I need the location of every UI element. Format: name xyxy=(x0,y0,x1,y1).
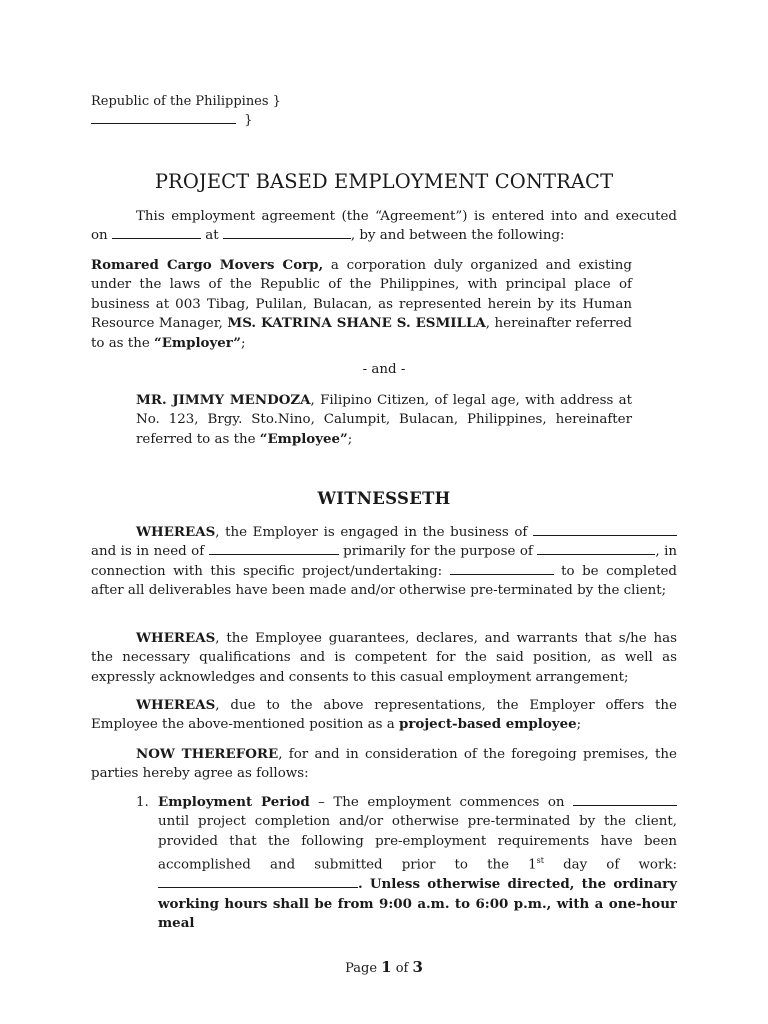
employer-paragraph: Romared Cargo Movers Corp, a corporation duly organized and existing under the laws of the Republic of the Philippines, with principal place of business at 003 Tibag, Pulilan, Bulacan, as represented herein by its Human Resource Manager, MS. KATRINA SHANE S. ESMILLA, hereinafter referred to as the “Employer”; xyxy=(91,257,633,351)
venue-block xyxy=(91,92,281,130)
employer-designation: “Employer” xyxy=(154,334,242,351)
venue-line-1: Republic of the Philippines } xyxy=(91,94,281,109)
venue-brace: } xyxy=(244,113,253,128)
clause-heading: Employment Period xyxy=(158,794,310,810)
clause-body: Employment Period – The employment commences on until project completion and/or otherwise pre-terminated by the client, provided that the following pre-employment requirements have been accomplished and submitted prior to the 1st day of work: . Unless otherwise directed, the ordinary working hours shall be from 9:00 a.m. to 6:00 p.m., with a one-hour meal xyxy=(158,794,677,931)
whereas-paragraph-1: WHEREAS, the Employer is engaged in the business of and is in need of primarily for the purpose of , in connection with this specific project/undertaking: to be completed after all deliverables have been made and/or otherwise pre-terminated by the client; xyxy=(91,524,678,599)
document-title: PROJECT BASED EMPLOYMENT CONTRACT xyxy=(154,170,614,193)
project-blank xyxy=(450,562,554,575)
page-current: 1 xyxy=(381,958,392,976)
commence-date-blank xyxy=(573,793,677,806)
purpose-blank xyxy=(537,542,655,555)
clause-item xyxy=(136,793,677,933)
business-blank xyxy=(533,523,677,536)
requirements-blank xyxy=(158,875,358,888)
employee-designation: “Employee” xyxy=(259,430,348,447)
intro-paragraph: This employment agreement (the “Agreement”) is entered into and executed on at , by and between the following: xyxy=(91,209,677,244)
position-blank xyxy=(209,542,339,555)
page-total: 3 xyxy=(412,958,423,976)
employee-paragraph: MR. JIMMY MENDOZA, Filipino Citizen, of legal age, with address at No. 123, Brgy. Sto.Nino, Calumpit, Bulacan, Philippines, hereinafter referred to as the “Employee”; xyxy=(136,392,632,447)
and-separator: - and - xyxy=(362,362,406,377)
project-based-emphasis: project-based employee xyxy=(398,716,577,733)
employee-name: MR. JIMMY MENDOZA xyxy=(136,392,311,408)
place-blank xyxy=(223,226,351,239)
clause-list xyxy=(136,793,677,933)
venue-blank xyxy=(91,111,236,124)
now-therefore-paragraph: NOW THEREFORE, for and in consideration of the foregoing premises, the parties hereby agree as follows: xyxy=(91,746,677,782)
date-blank xyxy=(112,226,201,239)
witnesseth-heading: WITNESSETH xyxy=(317,489,451,508)
whereas-paragraph-2: WHEREAS, the Employee guarantees, declares, and warrants that s/he has the necessary qualifications and is competent for the said position, as well as expressly acknowledges and consents to this casual employment arrangement; xyxy=(91,630,677,685)
clause-number: 1. xyxy=(136,795,149,810)
venue-line-2 xyxy=(91,111,281,130)
employer-representative: MS. KATRINA SHANE S. ESMILLA xyxy=(227,315,486,332)
whereas-paragraph-3: WHEREAS, due to the above representations, the Employer offers the Employee the above-mentioned position as a project-based employee; xyxy=(91,697,677,733)
page-footer: Page 1 of 3 xyxy=(345,958,423,976)
employer-name: Romared Cargo Movers Corp, xyxy=(91,257,324,273)
